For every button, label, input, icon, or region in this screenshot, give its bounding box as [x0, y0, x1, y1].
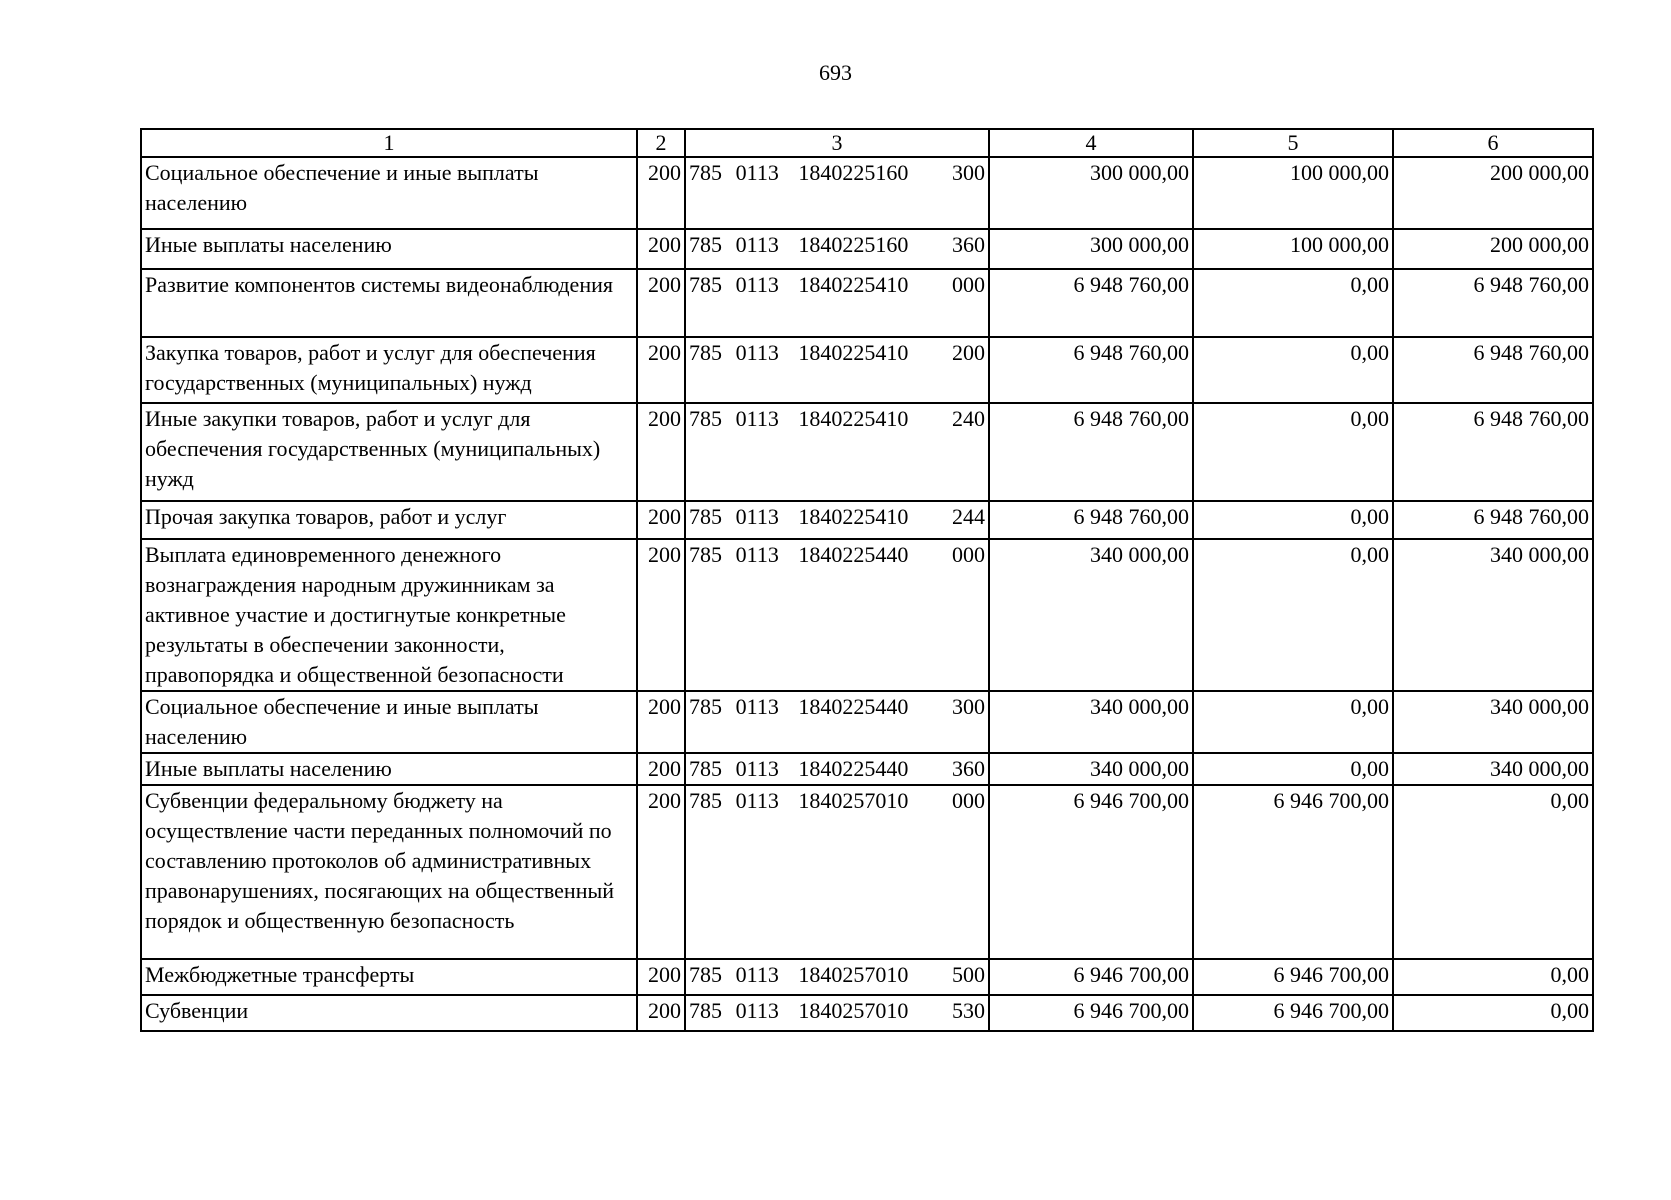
amount-col4-cell: 340 000,00 [989, 539, 1193, 691]
grbs-code-cell: 200 [637, 269, 685, 337]
kvsr-code: 785 [689, 542, 722, 567]
expense-type-code: 200 [951, 340, 985, 365]
expense-type-code: 244 [951, 504, 985, 529]
amount-col6-cell: 6 948 760,00 [1393, 337, 1593, 403]
grbs-code-cell: 200 [637, 753, 685, 785]
amount-col5-cell: 0,00 [1193, 403, 1393, 501]
target-article-code: 1840225410 [798, 406, 909, 431]
section-code: 0113 [735, 998, 779, 1023]
classification-code-cell [685, 229, 989, 269]
section-code: 0113 [735, 694, 779, 719]
amount-col6-cell: 0,00 [1393, 785, 1593, 959]
kvsr-code: 785 [689, 962, 722, 987]
amount-col4-cell: 6 946 700,00 [989, 959, 1193, 995]
row-name-cell: Социальное обеспечение и иные выплаты населению [141, 157, 637, 229]
section-code: 0113 [735, 272, 779, 297]
kvsr-code: 785 [689, 694, 722, 719]
row-name-cell: Закупка товаров, работ и услуг для обеспечения государственных (муниципальных) нужд [141, 337, 637, 403]
amount-col5-cell: 0,00 [1193, 539, 1393, 691]
amount-col4-cell: 300 000,00 [989, 157, 1193, 229]
section-code: 0113 [735, 160, 779, 185]
section-code: 0113 [735, 232, 779, 257]
row-name-cell: Иные закупки товаров, работ и услуг для обеспечения государственных (муниципальных) нужд [141, 403, 637, 501]
column-header: 4 [989, 129, 1193, 157]
expense-type-code: 000 [951, 542, 985, 567]
expense-type-code: 240 [951, 406, 985, 431]
expense-type-code: 500 [951, 962, 985, 987]
kvsr-code: 785 [689, 788, 722, 813]
amount-col5-cell: 6 946 700,00 [1193, 995, 1393, 1031]
classification-code-cell [685, 269, 989, 337]
target-article-code: 1840225440 [798, 756, 909, 781]
row-name-cell: Иные выплаты населению [141, 229, 637, 269]
section-code: 0113 [735, 788, 779, 813]
classification-code-cell [685, 337, 989, 403]
expense-type-code: 000 [951, 788, 985, 813]
amount-col4-cell: 6 948 760,00 [989, 501, 1193, 539]
grbs-code-cell: 200 [637, 403, 685, 501]
target-article-code: 1840225410 [798, 340, 909, 365]
classification-code-cell [685, 539, 989, 691]
grbs-code-cell: 200 [637, 995, 685, 1031]
amount-col4-cell: 6 946 700,00 [989, 995, 1193, 1031]
classification-code-cell [685, 403, 989, 501]
amount-col6-cell: 340 000,00 [1393, 691, 1593, 753]
amount-col4-cell: 6 948 760,00 [989, 269, 1193, 337]
classification-code-cell [685, 995, 989, 1031]
table-row [141, 229, 1593, 269]
expense-type-code: 300 [951, 160, 985, 185]
classification-code-cell [685, 785, 989, 959]
grbs-code-cell: 200 [637, 501, 685, 539]
column-header: 3 [685, 129, 989, 157]
target-article-code: 1840225410 [798, 504, 909, 529]
section-code: 0113 [735, 504, 779, 529]
table-row [141, 539, 1593, 691]
target-article-code: 1840225160 [798, 232, 909, 257]
amount-col4-cell: 6 946 700,00 [989, 785, 1193, 959]
amount-col4-cell: 6 948 760,00 [989, 403, 1193, 501]
grbs-code-cell: 200 [637, 337, 685, 403]
table-row [141, 403, 1593, 501]
section-code: 0113 [735, 962, 779, 987]
amount-col5-cell: 100 000,00 [1193, 157, 1393, 229]
budget-table [140, 128, 1594, 1032]
expense-type-code: 000 [951, 272, 985, 297]
amount-col5-cell: 0,00 [1193, 501, 1393, 539]
amount-col5-cell: 6 946 700,00 [1193, 785, 1393, 959]
amount-col5-cell: 0,00 [1193, 337, 1393, 403]
row-name-cell: Субвенции федеральному бюджету на осуществление части переданных полномочий по составлению протоколов об административных правонарушениях, посягающих на общественный порядок и общественную безопасность [141, 785, 637, 959]
target-article-code: 1840225440 [798, 694, 909, 719]
classification-code-cell [685, 753, 989, 785]
expense-type-code: 530 [951, 998, 985, 1023]
section-code: 0113 [735, 340, 779, 365]
amount-col4-cell: 6 948 760,00 [989, 337, 1193, 403]
page-number: 693 [819, 60, 852, 85]
column-header: 5 [1193, 129, 1393, 157]
grbs-code-cell: 200 [637, 691, 685, 753]
kvsr-code: 785 [689, 232, 722, 257]
table-row [141, 785, 1593, 959]
table-row [141, 959, 1593, 995]
amount-col5-cell: 0,00 [1193, 269, 1393, 337]
column-header: 2 [637, 129, 685, 157]
grbs-code-cell: 200 [637, 157, 685, 229]
table-row [141, 269, 1593, 337]
kvsr-code: 785 [689, 406, 722, 431]
target-article-code: 1840225410 [798, 272, 909, 297]
row-name-cell: Субвенции [141, 995, 637, 1031]
row-name-cell: Выплата единовременного денежного вознаграждения народным дружинникам за активное участие и достигнутые конкретные результаты в обеспечении законности, правопорядка и общественной безопасности [141, 539, 637, 691]
table-row [141, 995, 1593, 1031]
column-number-row [141, 129, 1593, 157]
table-row [141, 691, 1593, 753]
classification-code-cell [685, 691, 989, 753]
amount-col6-cell: 340 000,00 [1393, 753, 1593, 785]
amount-col5-cell: 100 000,00 [1193, 229, 1393, 269]
expense-type-code: 360 [951, 232, 985, 257]
classification-code-cell [685, 501, 989, 539]
column-header: 6 [1393, 129, 1593, 157]
row-name-cell: Межбюджетные трансферты [141, 959, 637, 995]
grbs-code-cell: 200 [637, 539, 685, 691]
kvsr-code: 785 [689, 340, 722, 365]
grbs-code-cell: 200 [637, 229, 685, 269]
table-row [141, 501, 1593, 539]
target-article-code: 1840257010 [798, 788, 909, 813]
amount-col6-cell: 6 948 760,00 [1393, 403, 1593, 501]
table-row [141, 157, 1593, 229]
table-row [141, 753, 1593, 785]
kvsr-code: 785 [689, 998, 722, 1023]
expense-type-code: 360 [951, 756, 985, 781]
row-name-cell: Прочая закупка товаров, работ и услуг [141, 501, 637, 539]
expense-type-code: 300 [951, 694, 985, 719]
column-header: 1 [141, 129, 637, 157]
classification-code-cell [685, 959, 989, 995]
kvsr-code: 785 [689, 504, 722, 529]
amount-col6-cell: 6 948 760,00 [1393, 269, 1593, 337]
row-name-cell: Иные выплаты населению [141, 753, 637, 785]
target-article-code: 1840225440 [798, 542, 909, 567]
amount-col5-cell: 6 946 700,00 [1193, 959, 1393, 995]
kvsr-code: 785 [689, 756, 722, 781]
amount-col4-cell: 340 000,00 [989, 691, 1193, 753]
row-name-cell: Развитие компонентов системы видеонаблюдения [141, 269, 637, 337]
amount-col6-cell: 0,00 [1393, 995, 1593, 1031]
amount-col6-cell: 340 000,00 [1393, 539, 1593, 691]
target-article-code: 1840225160 [798, 160, 909, 185]
amount-col4-cell: 340 000,00 [989, 753, 1193, 785]
amount-col6-cell: 200 000,00 [1393, 157, 1593, 229]
row-name-cell: Социальное обеспечение и иные выплаты населению [141, 691, 637, 753]
section-code: 0113 [735, 406, 779, 431]
table-row [141, 337, 1593, 403]
amount-col5-cell: 0,00 [1193, 753, 1393, 785]
target-article-code: 1840257010 [798, 962, 909, 987]
amount-col6-cell: 0,00 [1393, 959, 1593, 995]
kvsr-code: 785 [689, 272, 722, 297]
classification-code-cell [685, 157, 989, 229]
section-code: 0113 [735, 542, 779, 567]
amount-col6-cell: 200 000,00 [1393, 229, 1593, 269]
amount-col5-cell: 0,00 [1193, 691, 1393, 753]
kvsr-code: 785 [689, 160, 722, 185]
table-body [141, 157, 1593, 1031]
target-article-code: 1840257010 [798, 998, 909, 1023]
amount-col6-cell: 6 948 760,00 [1393, 501, 1593, 539]
grbs-code-cell: 200 [637, 785, 685, 959]
amount-col4-cell: 300 000,00 [989, 229, 1193, 269]
section-code: 0113 [735, 756, 779, 781]
grbs-code-cell: 200 [637, 959, 685, 995]
